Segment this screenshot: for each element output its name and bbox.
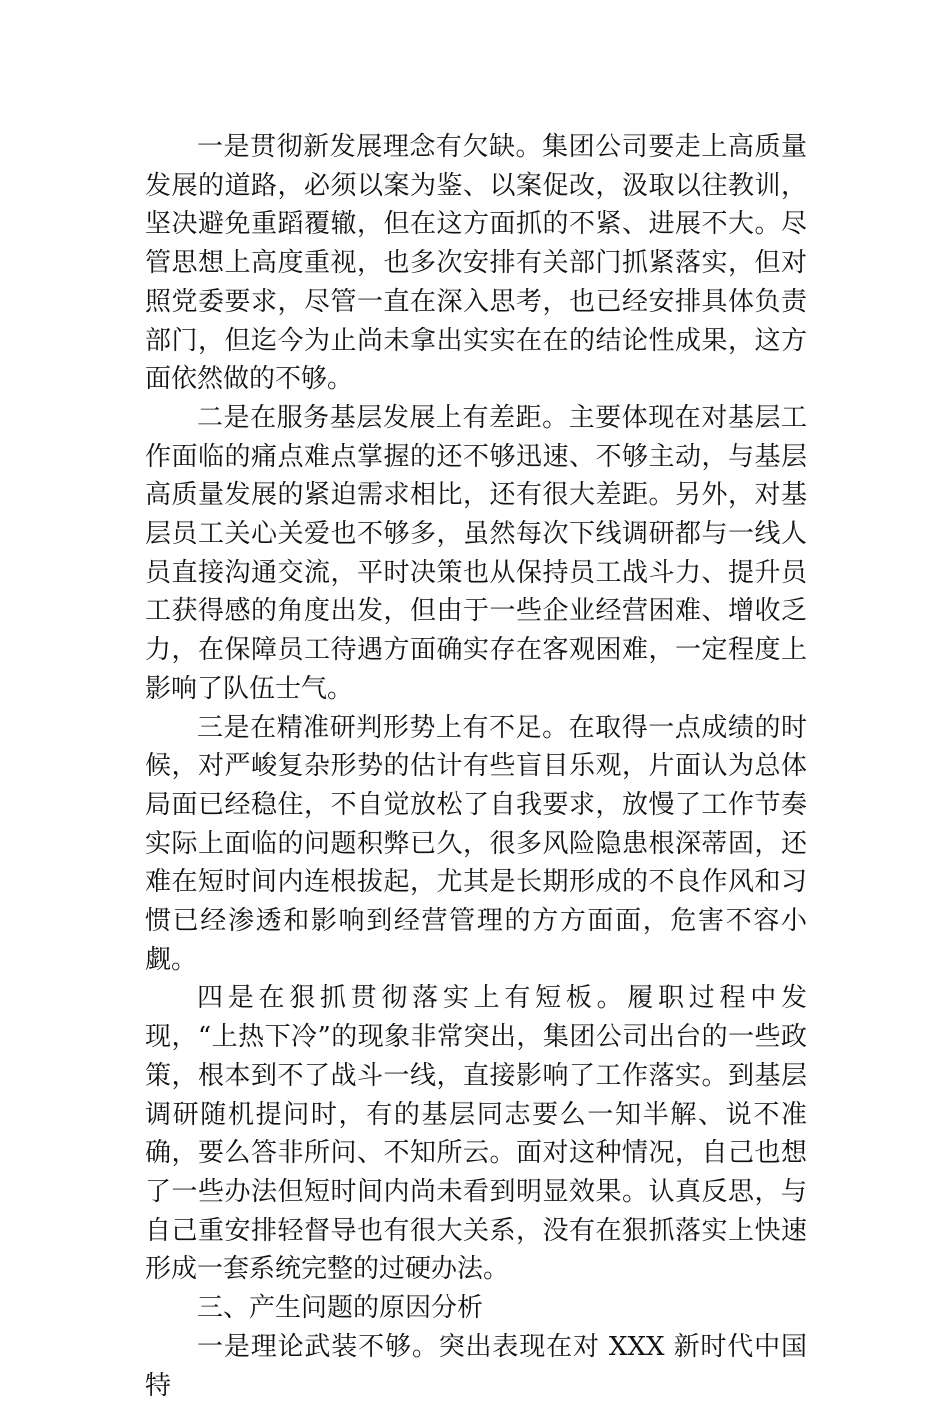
paragraph-1: 一是贯彻新发展理念有欠缺。集团公司要走上高质量发展的道路，必须以案为鉴、以案促改，汲取以往教训，坚决避免重蹈覆辙，但在这方面抓的不紧、进展不大。尽管思想上高度重视，也多次安排有关部门抓紧落实，但对照党委要求，尽管一直在深入思考，也已经安排具体负责部门，但迄今为止尚未拿出实实在在的结论性成果，这方面依然做的不够。 [145,132,807,395]
section-heading: 三、产生问题的原因分析 [197,1293,484,1324]
paragraph-2: 二是在服务基层发展上有差距。主要体现在对基层工作面临的痛点难点掌握的还不够迅速、不够主动，与基层高质量发展的紧迫需求相比，还有很大差距。另外，对基层员工关心关爱也不够多，虽然每次下线调研都与一线人员直接沟通交流，平时决策也从保持员工战斗力、提升员工获得感的角度出发，但由于一些企业经营困难、增收乏力，在保障员工待遇方面确实存在客观困难，一定程度上影响了队伍士气。 [145,402,807,704]
paragraph-3: 三是在精准研判形势上有不足。在取得一点成绩的时候，对严峻复杂形势的估计有些盲目乐观，片面认为总体局面已经稳住，不自觉放松了自我要求，放慢了工作节奏实际上面临的问题积弊已久，很多风险隐患根深蒂固，还难在短时间内连根拔起，尤其是长期形成的不良作风和习惯已经渗透和影响到经营管理的方方面面，危害不容小觑。 [145,712,807,975]
document-body [145,128,807,1405]
paragraph-4: 四是在狠抓贯彻落实上有短板。履职过程中发现，“上热下冷”的现象非常突出，集团公司出台的一些政策，根本到不了战斗一线，直接影响了工作落实。到基层调研随机提问时，有的基层同志要么一知半解、说不准确，要么答非所问、不知所云。面对这种情况，自己也想了一些办法但短时间内尚未看到明显效果。认真反思，与自己重安排轻督导也有很大关系，没有在狠抓落实上快速形成一套系统完整的过硬办法。 [145,983,807,1285]
paragraph-5: 一是理论武装不够。突出表现在对 XXX 新时代中国特 [145,1331,807,1401]
